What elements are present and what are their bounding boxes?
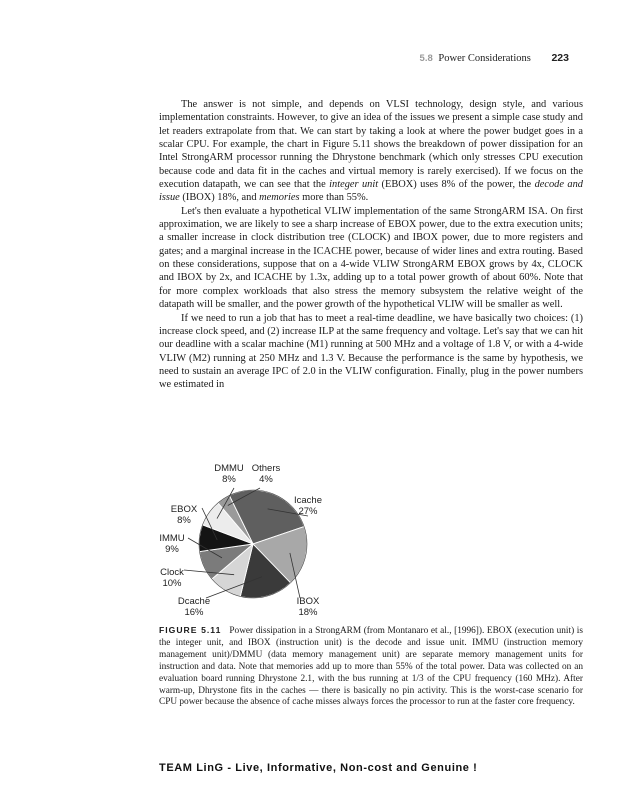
figure-label: FIGURE 5.11 [159, 625, 222, 635]
body-paragraph [159, 205, 583, 312]
footer-banner: TEAM LinG - Live, Informative, Non-cost and Genuine ! [159, 762, 478, 774]
text-run: The answer is not simple, and depends on VLSI technology, design style, and various implementation constraints. However, to give an idea of the issues we present a simple case study and let readers extrapolate from that. We can start by taking a look at where the power budget goes in a scalar CPU. For example, the chart in Figure 5.11 shows the breakdown of power dissipation for an Intel StrongARM processor running the Dhrystone benchmark (which only stresses CPU execution because code and data fit in the caches and virtual memory is rarely exercised). If we focus on the execution datapath, we can see that the [159, 99, 583, 191]
body-paragraph [159, 98, 583, 205]
slice-value-ebox: 8% [177, 515, 191, 526]
slice-label-ebox: EBOX [170, 504, 198, 515]
slice-value-immu: 9% [165, 544, 179, 555]
text-run: Let's then evaluate a hypothetical VLIW implementation of the same StrongARM ISA. On first approximation, we are likely to see a sharp increase of EBOX power, due to the extra execution units; a smaller increase in clock distribution tree (CLOCK) and IBOX power, due to more registers and gates; and a marginal increase in the ICACHE power, because of wider lines and extra routing. Based on these considerations, suppose that on a 4-wide VLIW StrongARM EBOX grows by 4x, CLOCK and IBOX by 2x, and ICACHE by 1.3x, adding up to a total power growth of about 60%. Note that for more complex workloads that also stress the memory subsystem the relative weight of the datapath will be smaller, and the power growth of the hypothetical VLIW will be smaller as well. [159, 205, 583, 311]
text-run: If we need to run a job that has to meet a real-time deadline, we have basically two choices: (1) increase clock speed, and (2) increase ILP at the same frequency and voltage. Let's say that we can hit our deadline with a scalar machine (M1) running at 500 MHz and a voltage of 1.8 V, or with a 4-wide VLIW (M2) running at 250 MHz and 1.3 V. Because the performance is the same by hypothesis, we need to sustain an average IPC of 2.0 in the VLIW configuration. Finally, plug in the power numbers we estimated in [159, 312, 583, 391]
text-run: more than 55%. [299, 192, 369, 204]
slice-value-clock: 10% [162, 578, 182, 589]
text-run: (EBOX) uses 8% of the power, the [378, 179, 535, 191]
slice-label-dcache: Dcache [177, 596, 211, 607]
slice-value-icache: 27% [298, 506, 318, 517]
slice-label-immu: IMMU [159, 533, 185, 544]
pie-chart-figure [150, 458, 380, 618]
emphasized-term: decode and issue [159, 179, 583, 204]
slice-value-ibox: 18% [298, 607, 318, 618]
running-head [420, 52, 569, 64]
body-paragraph [159, 312, 583, 392]
pie-chart [150, 458, 380, 618]
slice-value-others: 4% [259, 474, 273, 485]
body-text [159, 98, 583, 392]
slice-label-icache: Icache [294, 495, 322, 506]
text-run: (IBOX) 18%, and [179, 192, 260, 204]
caption-text: Power dissipation in a StrongARM (from Montanaro et al., [1996]). EBOX (execution unit) is the integer unit, and IBOX (instruction unit) is the decode and issue unit. IMMU (instruction memory management unit)/DMMU (data memory management unit) are separate memory management units for instruction and data. Note that memories add up to more than 55% of the total power. Data was collected on an evaluation board running Dhrystone 2.1, with the bus running at 1/3 of the CPU frequency (160 MHz). After warm-up, Dhrystone fits in the caches — there is basically no pin activity. This is the worst-case scenario for CPU power because the absence of cache misses always forces the processor to run at the faster core frequency. [159, 626, 583, 708]
figure-caption [159, 625, 583, 709]
emphasized-term: memories [259, 192, 300, 204]
slice-label-ibox: IBOX [296, 596, 320, 607]
slice-label-dmmu: DMMU [214, 463, 244, 474]
slice-value-dmmu: 8% [222, 474, 236, 485]
section-title: Power Considerations [438, 53, 531, 64]
section-number: 5.8 [419, 53, 433, 64]
slice-label-others: Others [251, 463, 281, 474]
slice-label-clock: Clock [160, 567, 184, 578]
emphasized-term: integer unit [329, 179, 379, 191]
slice-value-dcache: 16% [184, 607, 204, 618]
page-number: 223 [551, 52, 569, 64]
